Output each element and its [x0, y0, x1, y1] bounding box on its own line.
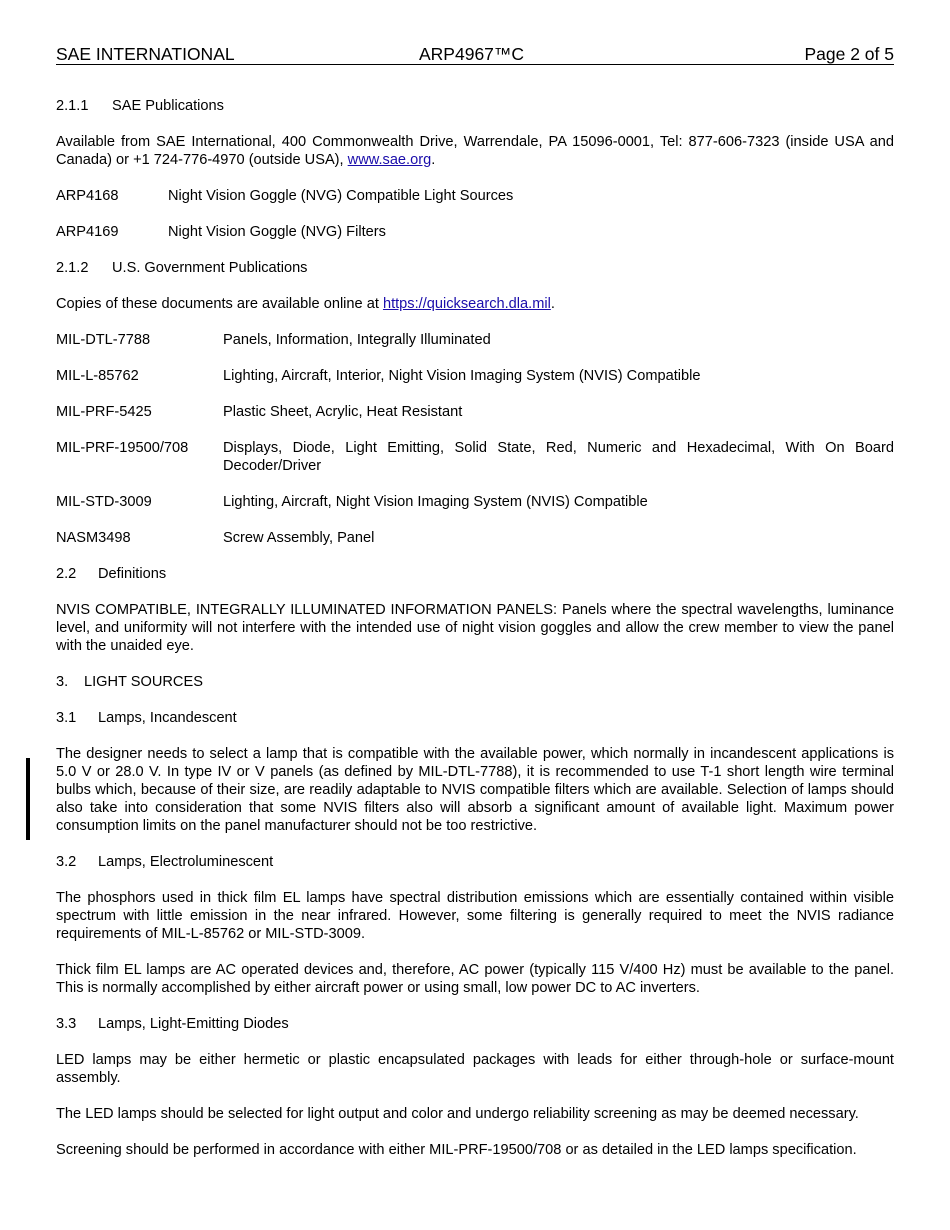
sentence-end: . [431, 152, 436, 168]
reference-arp4169 [56, 223, 894, 241]
page-content [56, 97, 894, 1177]
header-organization: SAE INTERNATIONAL [56, 44, 235, 64]
section-number: 3. [56, 674, 69, 690]
header-document-number: ARP4967™C [419, 44, 525, 64]
section-title: Lamps, Light-Emitting Diodes [98, 1016, 289, 1032]
section-title: Lamps, Incandescent [98, 710, 237, 726]
reference-code: MIL-PRF-5425 [56, 404, 152, 420]
reference-mil-std-3009 [56, 493, 894, 511]
header-page-number: Page 2 of 5 [804, 44, 894, 64]
section-title: U.S. Government Publications [112, 260, 308, 276]
page-header [56, 44, 894, 65]
incandescent-lamps-paragraph: The designer needs to select a lamp that is compatible with the available power, which normally in incandescent applications is 5.0 V or 28.0 V. In type IV or V panels (as defined by MIL-DTL-7788), it is recommended to use T-1 short length wire terminal bulbs which, because of their size, are readily adaptable to NVIS compatible filters which are available. Selection of lamps should also take into consideration that some NVIS filters also will absorb a significant amount of available light. Maximum power consumption limits on the panel manufacturer should not be too restrictive. [56, 746, 894, 834]
reference-title: Night Vision Goggle (NVG) Filters [168, 224, 386, 240]
reference-mil-l-85762 [56, 367, 894, 385]
section-title: SAE Publications [112, 98, 224, 114]
sae-availability-text: Available from SAE International, 400 Commonwealth Drive, Warrendale, PA 15096-0001, Tel: 877-606-7323 (inside USA and Canada) or +1 724-776-4970 (outside USA), [56, 134, 894, 168]
reference-title: Plastic Sheet, Acrylic, Heat Resistant [223, 404, 463, 420]
section-3-1-heading [56, 709, 894, 727]
reference-title: Lighting, Aircraft, Night Vision Imaging System (NVIS) Compatible [223, 494, 648, 510]
section-3-heading [56, 673, 894, 691]
section-title: Definitions [98, 566, 167, 582]
reference-title: Panels, Information, Integrally Illuminated [223, 332, 491, 348]
section-number: 3.2 [56, 854, 77, 870]
sae-availability-paragraph [56, 133, 894, 169]
section-number: 3.1 [56, 710, 77, 726]
reference-code: MIL-DTL-7788 [56, 332, 151, 348]
reference-mil-dtl-7788 [56, 331, 894, 349]
reference-title: Night Vision Goggle (NVG) Compatible Light Sources [168, 188, 514, 204]
reference-code: MIL-L-85762 [56, 368, 139, 384]
el-phosphors-paragraph: The phosphors used in thick film EL lamps have spectral distribution emissions which are essentially contained within visible spectrum with little emission in the near infrared. However, some filtering is generally required to meet the NVIS radiance requirements of MIL-L-85762 or MIL-STD-3009. [56, 890, 894, 942]
reference-title: Displays, Diode, Light Emitting, Solid State, Red, Numeric and Hexadecimal, With On Board Decoder/Driver [223, 440, 894, 474]
section-2-1-2-heading [56, 259, 894, 277]
reference-arp4168 [56, 187, 894, 205]
definitions-paragraph: NVIS COMPATIBLE, INTEGRALLY ILLUMINATED INFORMATION PANELS: Panels where the spectral wavelengths, luminance level, and uniformity will not interfere with the intended use of night vision goggles and allow the crew member to view the panel with the unaided eye. [56, 602, 894, 654]
reference-mil-prf-19500-708 [56, 439, 894, 475]
reference-nasm3498 [56, 529, 894, 547]
section-title: LIGHT SOURCES [84, 674, 203, 690]
dla-availability-paragraph [56, 295, 894, 313]
section-3-3-heading [56, 1015, 894, 1033]
led-packages-paragraph: LED lamps may be either hermetic or plastic encapsulated packages with leads for either through-hole or surface-mount assembly. [56, 1052, 894, 1086]
section-title: Lamps, Electroluminescent [98, 854, 274, 870]
reference-mil-prf-5425 [56, 403, 894, 421]
quicksearch-link[interactable]: https://quicksearch.dla.mil [382, 296, 551, 312]
section-2-2-heading [56, 565, 894, 583]
sentence-end: . [550, 296, 555, 312]
section-number: 2.2 [56, 566, 77, 582]
section-2-1-1-heading [56, 97, 894, 115]
reference-code: MIL-PRF-19500/708 [56, 440, 189, 456]
led-screening-paragraph: Screening should be performed in accordance with either MIL-PRF-19500/708 or as detailed in the LED lamps specification. [56, 1142, 857, 1158]
reference-code: ARP4168 [56, 188, 119, 204]
reference-code: ARP4169 [56, 224, 119, 240]
reference-title: Screw Assembly, Panel [223, 530, 375, 546]
section-number: 3.3 [56, 1016, 77, 1032]
reference-code: MIL-STD-3009 [56, 494, 152, 510]
el-power-paragraph: Thick film EL lamps are AC operated devices and, therefore, AC power (typically 115 V/400 Hz) must be available to the panel. This is normally accomplished by either aircraft power or using small, low power DC to AC inverters. [56, 962, 894, 996]
dla-availability-text: Copies of these documents are available online at [56, 296, 383, 312]
sae-website-link[interactable]: www.sae.org [347, 152, 432, 168]
section-number: 2.1.2 [56, 260, 89, 276]
reference-code: NASM3498 [56, 530, 131, 546]
reference-title: Lighting, Aircraft, Interior, Night Vision Imaging System (NVIS) Compatible [223, 368, 701, 384]
section-number: 2.1.1 [56, 98, 89, 114]
section-3-2-heading [56, 853, 894, 871]
revision-change-bar [26, 758, 30, 840]
led-selection-paragraph: The LED lamps should be selected for light output and color and undergo reliability screening as may be deemed necessary. [56, 1106, 859, 1122]
